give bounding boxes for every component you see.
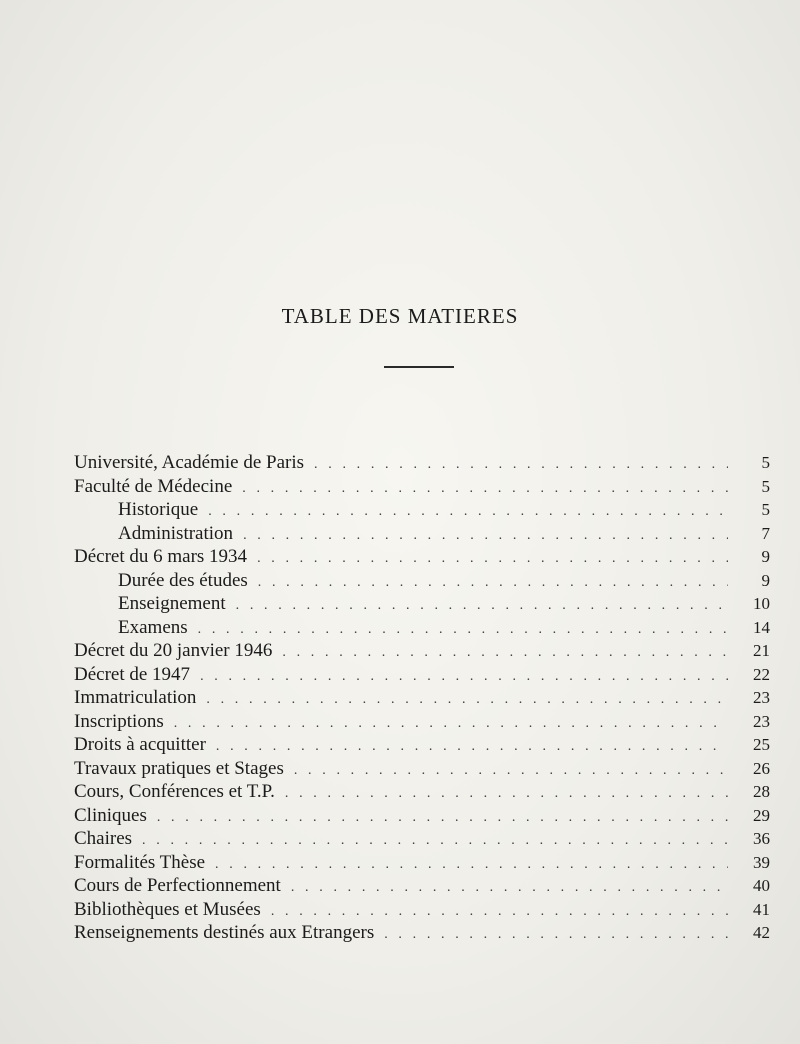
toc-leader-dots [242, 481, 728, 497]
toc-entry-label: Bibliothèques et Musées [74, 898, 261, 920]
table-of-contents [74, 452, 770, 946]
toc-entry-label: Inscriptions [74, 710, 164, 732]
toc-leader-dots [294, 763, 728, 779]
toc-entry-label: Cours de Perfectionnement [74, 875, 281, 896]
toc-entry [74, 734, 770, 758]
toc-entry-page: 39 [753, 852, 770, 872]
toc-entry-label: Cours, Conférences et T.P. [74, 781, 275, 802]
toc-entry [74, 570, 770, 594]
toc-entry-page: 26 [753, 758, 770, 778]
toc-leader-dots [142, 833, 728, 849]
toc-entry-label: Administration [118, 522, 234, 544]
toc-leader-dots [206, 692, 728, 708]
toc-leader-dots [282, 645, 728, 661]
toc-leader-dots [314, 457, 728, 473]
toc-leader-dots [285, 786, 728, 802]
toc-entry [74, 617, 770, 641]
toc-leader-dots [198, 622, 728, 638]
toc-leader-dots [257, 551, 728, 567]
toc-entry-label: Travaux pratiques et Stages [74, 757, 284, 779]
toc-entry [74, 593, 770, 617]
toc-entry-page: 42 [753, 923, 770, 942]
toc-entry-page: 5 [761, 453, 770, 472]
toc-entry-page: 28 [753, 782, 770, 801]
toc-leader-dots [200, 669, 728, 685]
toc-entry [74, 922, 770, 946]
toc-entry-page: 41 [753, 899, 770, 919]
page-title: TABLE DES MATIERES [281, 304, 519, 328]
toc-entry [74, 899, 770, 923]
toc-entry [74, 640, 770, 664]
toc-entry-label: Enseignement [118, 593, 226, 614]
toc-leader-dots [174, 716, 728, 732]
toc-entry-page: 21 [753, 641, 770, 660]
toc-entry-page: 23 [753, 711, 770, 731]
toc-entry-page: 40 [753, 876, 770, 895]
toc-entry [74, 852, 770, 876]
toc-entry-page: 9 [761, 547, 770, 566]
toc-entry-label: Chaires [74, 828, 133, 849]
toc-entry [74, 546, 770, 570]
toc-entry [74, 664, 770, 688]
toc-entry-label: Décret de 1947 [74, 663, 191, 685]
toc-leader-dots [243, 528, 728, 544]
toc-entry-label: Formalités Thèse [74, 851, 206, 873]
toc-leader-dots [157, 810, 728, 826]
toc-entry-label: Immatriculation [74, 687, 197, 708]
toc-entry-page: 29 [753, 805, 770, 825]
toc-entry-label: Université, Académie de Paris [74, 452, 305, 473]
toc-leader-dots [271, 904, 728, 920]
toc-entry-page: 5 [761, 500, 770, 519]
title-rule [384, 366, 454, 368]
toc-entry-label: Cliniques [74, 804, 147, 826]
toc-leader-dots [216, 739, 728, 755]
toc-entry [74, 687, 770, 711]
toc-entry [74, 476, 770, 500]
toc-leader-dots [291, 880, 728, 896]
toc-leader-dots [208, 504, 728, 520]
toc-entry-page: 7 [761, 523, 770, 543]
toc-entry [74, 452, 770, 476]
toc-leader-dots [384, 927, 728, 943]
toc-entry-page: 5 [761, 476, 770, 496]
toc-entry-label: Droits à acquitter [74, 734, 206, 755]
toc-entry-label: Examens [118, 616, 188, 638]
toc-entry [74, 828, 770, 852]
toc-leader-dots [258, 575, 728, 591]
toc-entry-label: Historique [118, 499, 199, 520]
toc-leader-dots [215, 857, 728, 873]
toc-entry-page: 36 [753, 829, 770, 848]
toc-entry-label: Durée des études [118, 569, 248, 591]
toc-entry [74, 711, 770, 735]
toc-entry [74, 875, 770, 899]
toc-entry [74, 781, 770, 805]
toc-entry-page: 22 [753, 664, 770, 684]
toc-entry [74, 523, 770, 547]
toc-entry-label: Décret du 20 janvier 1946 [74, 640, 273, 661]
toc-entry-page: 10 [753, 594, 770, 613]
toc-entry-label: Renseignements destinés aux Etrangers [74, 922, 375, 943]
toc-entry-label: Décret du 6 mars 1934 [74, 546, 248, 567]
toc-entry-label: Faculté de Médecine [74, 475, 233, 497]
toc-entry [74, 758, 770, 782]
toc-entry-page: 25 [753, 735, 770, 754]
toc-entry-page: 9 [761, 570, 770, 590]
toc-leader-dots [236, 598, 728, 614]
toc-entry-page: 23 [753, 688, 770, 707]
toc-entry [74, 499, 770, 523]
toc-entry-page: 14 [753, 617, 770, 637]
toc-entry [74, 805, 770, 829]
